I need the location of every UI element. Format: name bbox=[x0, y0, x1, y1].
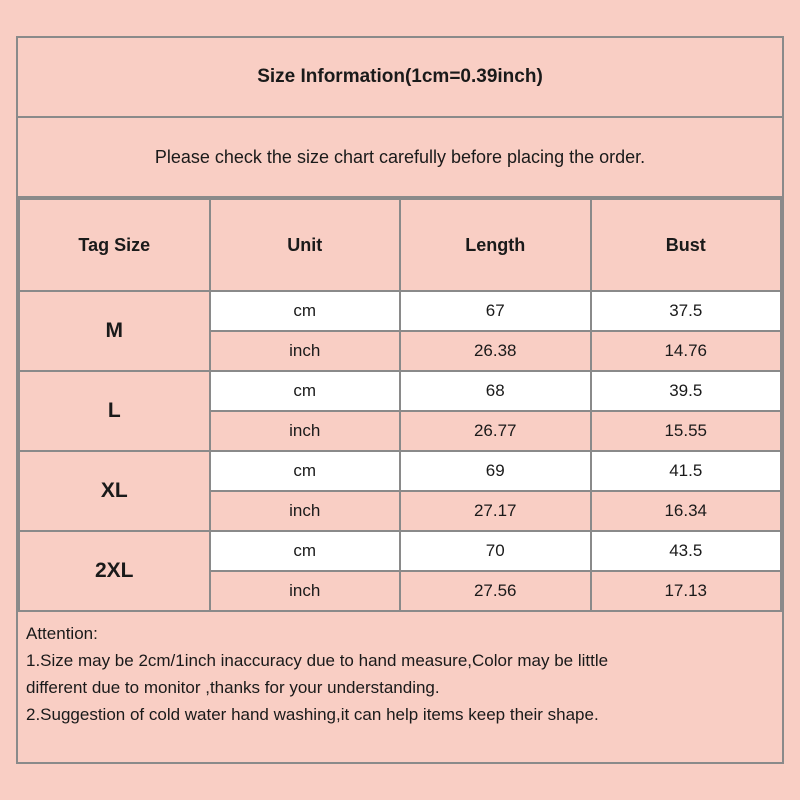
bust-cell: 14.76 bbox=[591, 331, 782, 371]
unit-cell: inch bbox=[210, 411, 401, 451]
unit-cell: inch bbox=[210, 571, 401, 611]
attention-line-3: 2.Suggestion of cold water hand washing,it can help items keep their shape. bbox=[26, 705, 599, 724]
table-row bbox=[19, 371, 781, 411]
unit-cell: cm bbox=[210, 371, 401, 411]
tag-size-cell: 2XL bbox=[19, 531, 210, 611]
tag-size-cell: XL bbox=[19, 451, 210, 531]
size-chart-sheet bbox=[16, 36, 784, 764]
table-row bbox=[19, 451, 781, 491]
length-cell: 68 bbox=[400, 371, 591, 411]
tag-size-cell: L bbox=[19, 371, 210, 451]
length-cell: 26.77 bbox=[400, 411, 591, 451]
unit-cell: cm bbox=[210, 451, 401, 491]
length-cell: 27.56 bbox=[400, 571, 591, 611]
attention-heading: Attention: bbox=[26, 624, 98, 643]
subtitle-row bbox=[18, 118, 782, 198]
size-table bbox=[18, 198, 782, 612]
table-header bbox=[19, 199, 781, 291]
column-header-unit: Unit bbox=[210, 199, 401, 291]
attention-line-2: different due to monitor ,thanks for your understanding. bbox=[26, 678, 440, 697]
bust-cell: 15.55 bbox=[591, 411, 782, 451]
bust-cell: 37.5 bbox=[591, 291, 782, 331]
attention-section bbox=[18, 612, 782, 728]
bust-cell: 17.13 bbox=[591, 571, 782, 611]
attention-line-1: 1.Size may be 2cm/1inch inaccuracy due to hand measure,Color may be little bbox=[26, 651, 609, 670]
length-cell: 70 bbox=[400, 531, 591, 571]
table-row bbox=[19, 531, 781, 571]
unit-cell: cm bbox=[210, 291, 401, 331]
table-header-row bbox=[19, 199, 781, 291]
length-cell: 27.17 bbox=[400, 491, 591, 531]
column-header-bust: Bust bbox=[591, 199, 782, 291]
length-cell: 26.38 bbox=[400, 331, 591, 371]
length-cell: 67 bbox=[400, 291, 591, 331]
unit-cell: inch bbox=[210, 491, 401, 531]
length-cell: 69 bbox=[400, 451, 591, 491]
unit-cell: inch bbox=[210, 331, 401, 371]
unit-cell: cm bbox=[210, 531, 401, 571]
column-header-length: Length bbox=[400, 199, 591, 291]
title-row bbox=[18, 38, 782, 118]
bust-cell: 39.5 bbox=[591, 371, 782, 411]
table-body bbox=[19, 291, 781, 611]
bust-cell: 41.5 bbox=[591, 451, 782, 491]
subtitle-text: Please check the size chart carefully before placing the order. bbox=[154, 146, 646, 167]
tag-size-cell: M bbox=[19, 291, 210, 371]
page-title: Size Information(1cm=0.39inch) bbox=[257, 66, 543, 87]
bust-cell: 16.34 bbox=[591, 491, 782, 531]
table-row bbox=[19, 291, 781, 331]
column-header-tag-size: Tag Size bbox=[19, 199, 210, 291]
bust-cell: 43.5 bbox=[591, 531, 782, 571]
